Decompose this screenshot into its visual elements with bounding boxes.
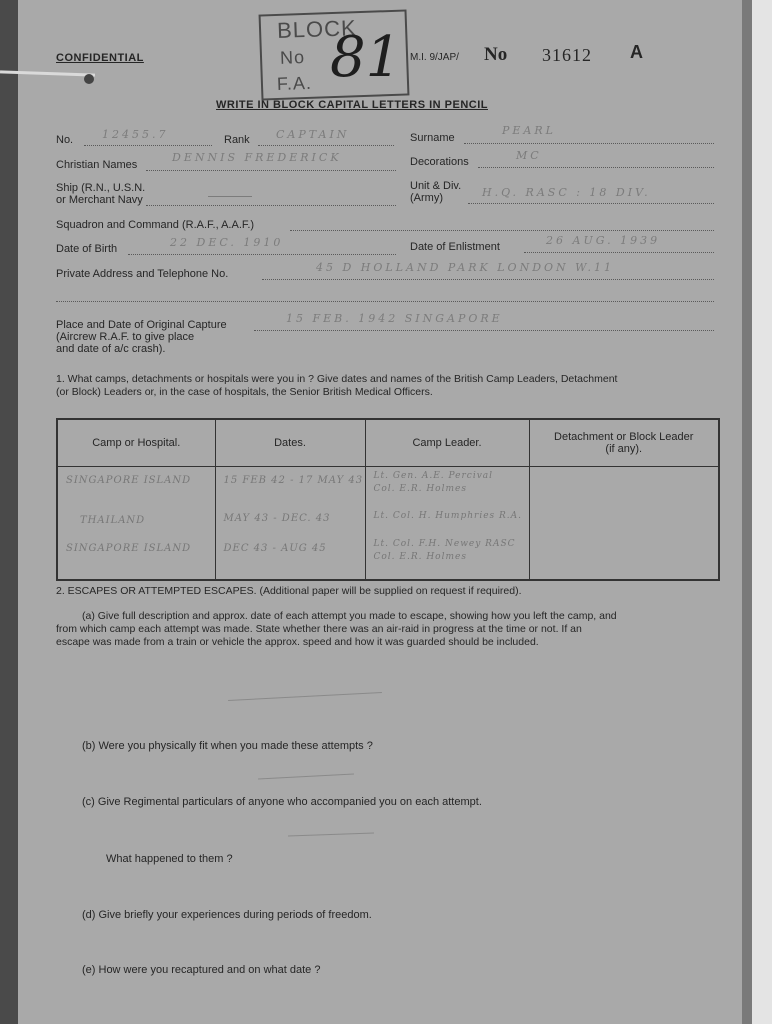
questionnaire-page	[18, 0, 742, 1024]
address-value: 45 D HOLLAND PARK LONDON W.11	[316, 261, 615, 274]
camp-cell: THAILAND	[80, 515, 146, 526]
question-2a-line1: (a) Give full description and approx. date of each attempt you made to escape, showing how you left the camp, and	[82, 610, 617, 622]
question-1-line2: (or Block) Leaders or, in the case of hospitals, the Senior British Medical Officers.	[56, 386, 433, 398]
confidential-label: CONFIDENTIAL	[56, 52, 144, 64]
stamp-block-text: BLOCK	[276, 15, 358, 43]
dates-cell: MAY 43 - DEC. 43	[223, 513, 331, 524]
camp-cell: SINGAPORE ISLAND	[66, 475, 192, 486]
leader-cell: Col. E.R. Holmes	[373, 552, 467, 562]
stamp-no-text: No	[279, 47, 306, 68]
binding-knot	[84, 74, 94, 84]
christian-names-label: Christian Names	[56, 159, 138, 171]
question-1-line1: 1. What camps, detachments or hospitals were you in ? Give dates and names of the British Camp Leaders, Detachment	[56, 373, 618, 385]
capture-label-line3: and date of a/c crash).	[56, 343, 166, 355]
ship-label-line1: Ship (R.N., U.S.N.	[56, 182, 146, 194]
pencil-instruction: WRITE IN BLOCK CAPITAL LETTERS IN PENCIL	[216, 99, 488, 111]
enlistment-value: 26 AUG. 1939	[546, 234, 661, 247]
dates-cell: DEC 43 - AUG 45	[223, 543, 327, 554]
unit-label-line1: Unit & Div.	[410, 180, 462, 192]
leader-column	[365, 467, 529, 581]
capture-label-line1: Place and Date of Original Capture	[56, 319, 227, 331]
question-2c-followup: What happened to them ?	[106, 853, 233, 865]
header-dates: Dates.	[215, 419, 365, 467]
date-of-birth-label: Date of Birth	[56, 243, 118, 255]
leader-cell: Lt. Gen. A.E. Percival	[373, 471, 494, 481]
mi-reference: M.I. 9/JAP/	[410, 52, 459, 63]
header-detachment-leader: Detachment or Block Leader (if any).	[529, 419, 719, 467]
question-2a-line2: from which camp each attempt was made. State whether there was an air-raid in progress at the time or not. If an	[56, 623, 582, 635]
decorations-label: Decorations	[410, 156, 469, 168]
christian-names-value: DENNIS FREDERICK	[172, 151, 342, 164]
camp-column	[57, 467, 215, 581]
dates-cell: 15 FEB 42 - 17 MAY 43	[223, 475, 364, 486]
rank-value: CAPTAIN	[276, 128, 350, 141]
enlistment-label: Date of Enlistment	[410, 241, 500, 253]
header-camp: Camp or Hospital.	[57, 419, 215, 467]
stamp-handwritten-number: 81	[330, 25, 402, 90]
question-2c: (c) Give Regimental particulars of anyone who accompanied you on each attempt.	[82, 796, 482, 808]
stamp-ref-text: F.A.	[276, 72, 313, 95]
detachment-column	[529, 467, 719, 581]
surname-label: Surname	[410, 132, 455, 144]
form-number: 31612	[542, 45, 592, 65]
question-2a-line3: escape was made from a train or vehicle the approx. speed and how it was guarded should be included.	[56, 636, 539, 648]
address-label: Private Address and Telephone No.	[56, 268, 229, 280]
date-of-birth-value: 22 DEC. 1910	[170, 236, 284, 249]
leader-cell: Col. E.R. Holmes	[373, 484, 467, 494]
question-2-title: 2. ESCAPES OR ATTEMPTED ESCAPES. (Additional paper will be supplied on request if required).	[56, 585, 522, 597]
decorations-value: MC	[516, 149, 542, 162]
surname-value: PEARL	[502, 124, 556, 137]
unit-label-line2: (Army)	[410, 192, 443, 204]
binder-edge	[0, 0, 18, 1024]
question-2b: (b) Were you physically fit when you made these attempts ?	[82, 740, 373, 752]
rank-label: Rank	[224, 134, 250, 146]
number-label: No	[484, 44, 508, 65]
next-page-edge	[752, 0, 772, 1024]
leader-cell: Lt. Col. F.H. Newey RASC	[373, 539, 516, 549]
squadron-label: Squadron and Command (R.A.F., A.A.F.)	[56, 219, 255, 231]
question-2e: (e) How were you recaptured and on what date ?	[82, 964, 321, 976]
capture-value: 15 FEB. 1942 SINGAPORE	[286, 312, 503, 325]
camp-cell: SINGAPORE ISLAND	[66, 543, 192, 554]
header-camp-leader: Camp Leader.	[365, 419, 529, 467]
no-label: No.	[56, 134, 74, 146]
question-2d: (d) Give briefly your experiences during periods of freedom.	[82, 909, 372, 921]
service-number-value: 12455.7	[102, 128, 169, 141]
leader-cell: Lt. Col. H. Humphries R.A.	[373, 511, 523, 521]
dates-column	[215, 467, 365, 581]
capture-label-line2: (Aircrew R.A.F. to give place	[56, 331, 195, 343]
unit-value: H.Q. RASC : 18 DIV.	[482, 186, 651, 199]
ship-label-line2: or Merchant Navy	[56, 194, 143, 206]
camp-table	[56, 418, 720, 581]
form-suffix: A	[630, 42, 643, 62]
